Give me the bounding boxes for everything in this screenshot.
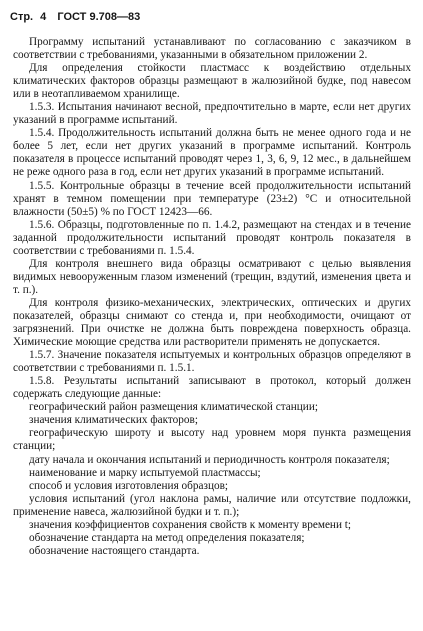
paragraph: 1.5.7. Значение показателя испытуемых и контрольных образцов определяют в соответствии с требованиями п. 1.5.1. (13, 349, 411, 375)
protocol-data-item: условия испытаний (угол наклона рамы, наличие или отсутствие подложки, применение навеса, жалюзийной будки и т. п.); (13, 492, 411, 518)
paragraph: 1.5.3. Испытания начинают весной, предпочтительно в марте, если нет других указаний в программе испытаний. (13, 101, 411, 127)
protocol-data-item: значения коэффициентов сохранения свойств к моменту времени t; (29, 518, 352, 531)
paragraph: 1.5.8. Результаты испытаний записывают в протокол, который должен содержать следующие данные: (13, 375, 411, 401)
protocol-data-item: обозначение настоящего стандарта. (29, 544, 200, 557)
page-label: Стр. (10, 11, 34, 23)
standard-designation: ГОСТ 9.708—83 (57, 11, 141, 23)
document-body (13, 36, 411, 558)
protocol-data-item: географический район размещения климатической станции; (29, 401, 318, 414)
paragraph: 1.5.5. Контрольные образцы в течение всей продолжительности испытаний хранят в темном помещении при температуре (23±2) °С и относительной влажности (50±5) % по ГОСТ 12423—66. (13, 179, 411, 218)
protocol-data-item: обозначение стандарта на метод определения показателя; (29, 531, 305, 544)
page-number: 4 (40, 11, 47, 23)
paragraph: Для определения стойкости пластмасс к воздействию отдельных климатических факторов образцы размещают в жалюзийной будке, под навесом или в неотапливаемом хранилище. (13, 62, 411, 101)
paragraph: 1.5.6. Образцы, подготовленные по п. 1.4.2, размещают на стендах и в течение заданной продолжительности испытаний проводят контроль показателя в соответствии с требованиями п. 1.5.4. (13, 218, 411, 257)
paragraph: Для контроля внешнего вида образцы осматривают с целью выявления видимых невооруженным глазом изменений (трещин, вздутий, изменения цвета и т. п.). (13, 257, 411, 296)
paragraph: Программу испытаний устанавливают по согласованию с заказчиком в соответствии с требованиями, указанными в обязательном приложении 2. (13, 36, 411, 62)
protocol-data-item: дату начала и окончания испытаний и периодичность контроля показателя; (29, 453, 390, 466)
protocol-data-item: наименование и марку испытуемой пластмассы; (29, 466, 261, 479)
protocol-data-item: значения климатических факторов; (29, 414, 198, 427)
paragraph: 1.5.4. Продолжительность испытаний должна быть не менее одного года и не более 5 лет, если нет других указаний в программе испытаний. Контроль показателя в процессе испытаний проводят через 1, 3, 6, 9, 12 мес., в дальнейшем не реже одного раза в год, если нет других указаний в программе испытаний. (13, 127, 411, 179)
paragraph: Для контроля физико-механических, электрических, оптических и других показателей, образцы снимают со стенда и, при необходимости, очищают от загрязнений. При очистке не должна быть повреждена поверхность образца. Химические моющие средства или растворители применять не допускается. (13, 296, 411, 349)
protocol-data-item: способ и условия изготовления образцов; (29, 479, 229, 492)
page-header (10, 8, 410, 26)
protocol-data-item: географическую широту и высоту над уровнем моря пункта размещения станции; (13, 427, 411, 453)
